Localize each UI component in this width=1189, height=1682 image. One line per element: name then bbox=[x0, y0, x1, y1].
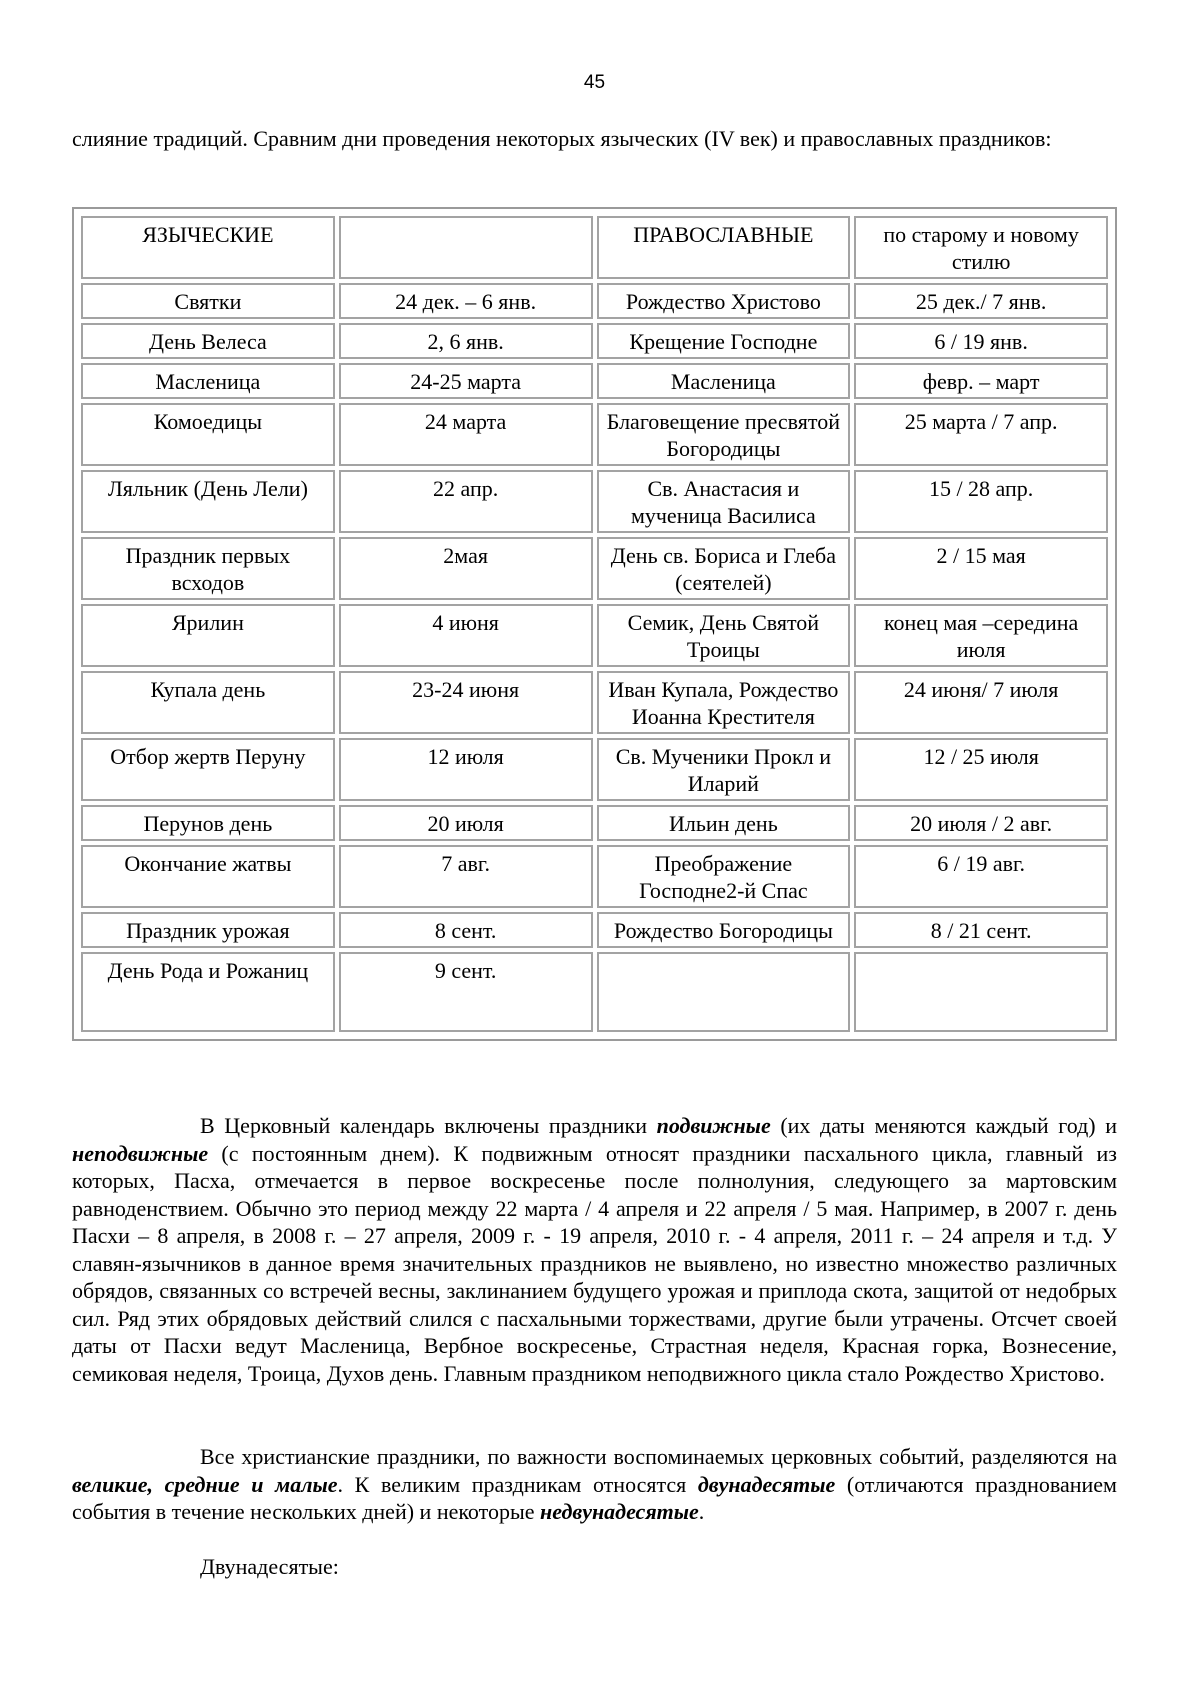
table-cell: Масленица bbox=[597, 363, 851, 399]
term-twelve-great: двунадесятые bbox=[697, 1471, 836, 1497]
table-cell: конец мая –середина июля bbox=[854, 604, 1108, 667]
table-row bbox=[81, 403, 1108, 466]
paragraph-feast-ranks bbox=[72, 1443, 1117, 1526]
table-row bbox=[81, 604, 1108, 667]
text-run: . К великим праздникам относятся bbox=[337, 1471, 698, 1497]
table-cell: 24 марта bbox=[339, 403, 593, 466]
table-cell: 20 июля bbox=[339, 805, 593, 841]
table-cell: 2мая bbox=[339, 537, 593, 600]
text-run: Двунадесятые: bbox=[200, 1554, 339, 1579]
table-cell: 25 марта / 7 апр. bbox=[854, 403, 1108, 466]
table-header-cell bbox=[339, 216, 593, 279]
table-header-cell: ЯЗЫЧЕСКИЕ bbox=[81, 216, 335, 279]
table-cell: Ляльник (День Лели) bbox=[81, 470, 335, 533]
intro-paragraph: слияние традиций. Сравним дни проведения некоторых языческих (IV век) и православных праздников: bbox=[72, 126, 1052, 151]
table-cell: Св. Анастасия и мученица Василиса bbox=[597, 470, 851, 533]
table-cell: Рождество Христово bbox=[597, 283, 851, 319]
text-run: Все христианские праздники, по важности воспоминаемых церковных событий, разделяются на bbox=[200, 1444, 1117, 1469]
table-cell: 22 апр. bbox=[339, 470, 593, 533]
table-cell: 12 июля bbox=[339, 738, 593, 801]
table-header-cell: ПРАВОСЛАВНЫЕ bbox=[597, 216, 851, 279]
table-cell: Перунов день bbox=[81, 805, 335, 841]
table-cell bbox=[597, 952, 851, 1032]
table-row bbox=[81, 537, 1108, 600]
table-cell bbox=[854, 952, 1108, 1032]
table-cell: Св. Мученики Прокл и Иларий bbox=[597, 738, 851, 801]
table-cell: Праздник первых всходов bbox=[81, 537, 335, 600]
table-row bbox=[81, 805, 1108, 841]
text-run: (с постоянным днем). К подвижным относят праздники пасхального цикла, главный из которых, Пасха, отмечается в первое воскресенье после полнолуния, следующего за мартовским равноденствием. Обычно это период между 22 марта / 4 апреля и 22 апреля / 5 мая. Например, в 2007 г. день Пасхи – 8 апреля, в 2008 г. – 27 апреля, 2009 г. - 19 апреля, 2010 г. - 4 апреля, 2011 г. – 24 апреля и т.д. У славян-язычников в данное время значительных праздников не выявлено, но известно множество различных обрядов, связанных со встречей весны, заклинанием будущего урожая и приплода скота, защитой от недобрых сил. Ряд этих обрядовых действий слился с пасхальными торжествами, другие были утрачены. Отсчет своей даты от Пасхи ведут Масленица, Вербное воскресенье, Страстная неделя, Красная горка, Вознесение, семиковая неделя, Троица, Духов день. Главным праздником неподвижного цикла стало Рождество Христово. bbox=[72, 1140, 1117, 1386]
table-cell: Ильин день bbox=[597, 805, 851, 841]
table-cell: День Велеса bbox=[81, 323, 335, 359]
table-cell: 24-25 марта bbox=[339, 363, 593, 399]
table-cell: Праздник урожая bbox=[81, 912, 335, 948]
table-cell: Благовещение пресвятой Богородицы bbox=[597, 403, 851, 466]
table-cell: 23-24 июня bbox=[339, 671, 593, 734]
term-movable: подвижные bbox=[656, 1113, 771, 1138]
table-header-row bbox=[81, 216, 1108, 279]
table-cell: Крещение Господне bbox=[597, 323, 851, 359]
table-cell: Преображение Господне2-й Спас bbox=[597, 845, 851, 908]
table-cell: 20 июля / 2 авг. bbox=[854, 805, 1108, 841]
table-cell: 25 дек./ 7 янв. bbox=[854, 283, 1108, 319]
table-cell: февр. – март bbox=[854, 363, 1108, 399]
table-cell: Иван Купала, Рождество Иоанна Крестителя bbox=[597, 671, 851, 734]
table-header-cell: по старому и новому стилю bbox=[854, 216, 1108, 279]
page-number: 45 bbox=[583, 72, 606, 93]
holidays-table-frame bbox=[72, 207, 1117, 1041]
text-run: (отличаются празднованием события в течение нескольких дней) и некоторые bbox=[72, 1471, 1117, 1524]
table-cell: 15 / 28 апр. bbox=[854, 470, 1108, 533]
text-run: (их даты меняются каждый год) и bbox=[770, 1113, 1117, 1138]
table-cell: 7 авг. bbox=[339, 845, 593, 908]
table-cell: 24 дек. – 6 янв. bbox=[339, 283, 593, 319]
table-cell: Купала день bbox=[81, 671, 335, 734]
table-cell: 4 июня bbox=[339, 604, 593, 667]
term-fixed: неподвижные bbox=[72, 1140, 209, 1166]
term-ranks: великие, средние и малые bbox=[72, 1471, 338, 1497]
table-cell: 9 сент. bbox=[339, 952, 593, 1032]
holidays-table bbox=[77, 212, 1112, 1036]
table-cell: Семик, День Святой Троицы bbox=[597, 604, 851, 667]
table-cell: Ярилин bbox=[81, 604, 335, 667]
table-cell: 2 / 15 мая bbox=[854, 537, 1108, 600]
table-row bbox=[81, 671, 1108, 734]
table-cell: 8 / 21 сент. bbox=[854, 912, 1108, 948]
table-cell: 8 сент. bbox=[339, 912, 593, 948]
table-cell: Отбор жертв Перуну bbox=[81, 738, 335, 801]
paragraph-twelve-great-heading bbox=[72, 1553, 1117, 1581]
paragraph-movable-feasts bbox=[72, 1112, 1117, 1387]
table-cell: 6 / 19 янв. bbox=[854, 323, 1108, 359]
table-cell: 2, 6 янв. bbox=[339, 323, 593, 359]
table-cell: Рождество Богородицы bbox=[597, 912, 851, 948]
table-cell: День Рода и Рожаниц bbox=[81, 952, 335, 1032]
table-cell: Комоедицы bbox=[81, 403, 335, 466]
text-run: . bbox=[698, 1499, 705, 1524]
table-cell: День св. Бориса и Глеба (сеятелей) bbox=[597, 537, 851, 600]
table-row bbox=[81, 323, 1108, 359]
table-cell: 12 / 25 июля bbox=[854, 738, 1108, 801]
table-cell: Святки bbox=[81, 283, 335, 319]
table-cell: Масленица bbox=[81, 363, 335, 399]
text-run: В Церковный календарь включены праздники bbox=[200, 1113, 657, 1138]
table-row bbox=[81, 470, 1108, 533]
table-row bbox=[81, 845, 1108, 908]
term-non-twelve: недвунадесятые bbox=[540, 1499, 699, 1524]
table-row bbox=[81, 363, 1108, 399]
table-row bbox=[81, 952, 1108, 1032]
table-row bbox=[81, 912, 1108, 948]
table-cell: 6 / 19 авг. bbox=[854, 845, 1108, 908]
table-row bbox=[81, 738, 1108, 801]
table-row bbox=[81, 283, 1108, 319]
table-cell: Окончание жатвы bbox=[81, 845, 335, 908]
table-cell: 24 июня/ 7 июля bbox=[854, 671, 1108, 734]
